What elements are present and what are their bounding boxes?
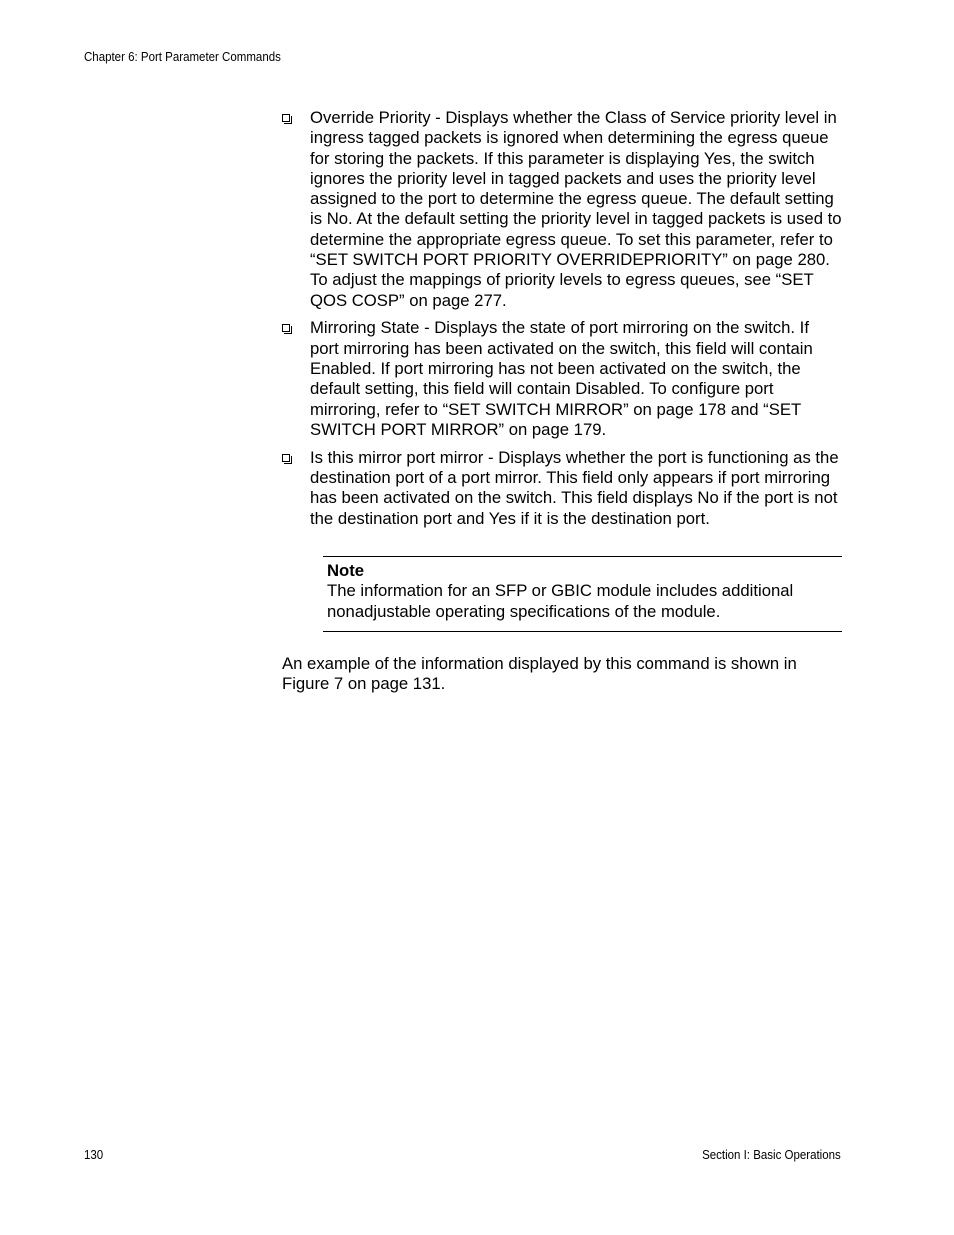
checkbox-bullet-icon [282, 454, 290, 462]
checkbox-bullet-icon [282, 114, 290, 122]
list-item-mirroring-state [282, 318, 842, 440]
running-header: Chapter 6: Port Parameter Commands [84, 50, 281, 64]
list-item-text: Is this mirror port mirror - Displays whether the port is functioning as the destination port of a port mirror. This field only appears if port mirroring has been activated on the switch. This field displays No if the port is not the destination port and Yes if it is the destination port. [310, 447, 839, 528]
page-content [282, 108, 842, 694]
list-item-text: Mirroring State - Displays the state of port mirroring on the switch. If port mirroring has been activated on the switch, this field will contain Enabled. If port mirroring has not been activated on the switch, the default setting, this field will contain Disabled. To configure port mirroring, refer to “SET SWITCH MIRROR” on page 178 and “SET SWITCH PORT MIRROR” on page 179. [310, 318, 813, 439]
note-title: Note [327, 560, 365, 580]
list-item-mirror-port [282, 448, 842, 529]
list-item-text: Override Priority - Displays whether the Class of Service priority level in ingress tagged packets is ignored when determining the egress queue for storing the packets. If this parameter is displaying Yes, the switch ignores the priority level in tagged packets and uses the priority level assigned to the port to determine the egress queue. The default setting is No. At the default setting the priority level in tagged packets is used to determine the appropriate egress queue. To set this parameter, refer to “SET SWITCH PORT PRIORITY OVERRIDEPRIORITY” on page 280. To adjust the mappings of priority levels to egress queues, see “SET QOS COSP” on page 277. [310, 108, 842, 310]
body-paragraph: An example of the information displayed by this command is shown in Figure 7 on page 131. [282, 653, 797, 694]
page-number: 130 [84, 1148, 104, 1162]
bullet-list [282, 108, 842, 529]
list-item-override-priority [282, 108, 842, 311]
note-box [323, 556, 842, 632]
note-body: The information for an SFP or GBIC module includes additional nonadjustable operating specifications of the module. [327, 581, 794, 621]
checkbox-bullet-icon [282, 324, 290, 332]
section-footer: Section I: Basic Operations [702, 1148, 841, 1162]
